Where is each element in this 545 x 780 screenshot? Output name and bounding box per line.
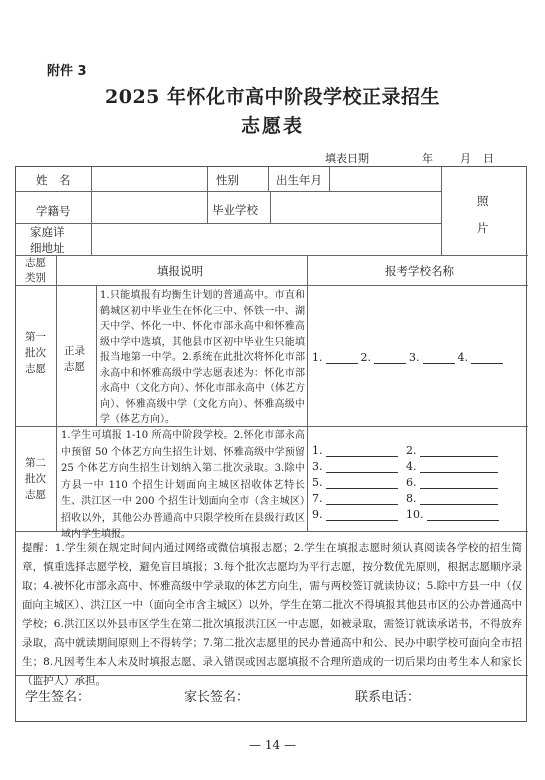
- photo-label: 片: [477, 221, 489, 235]
- batch2-label-line: 志愿: [25, 489, 46, 501]
- fill-date-day: 日: [483, 152, 494, 165]
- batch2-slot-row: [312, 476, 401, 489]
- application-form: [15, 166, 527, 722]
- batch2-slot-row: [312, 492, 401, 505]
- batch1-sublabel: [64, 343, 85, 375]
- slot-blank[interactable]: [326, 362, 358, 364]
- gender-label: 性别: [216, 173, 239, 187]
- slot-label: 7.: [312, 492, 323, 505]
- rule: [207, 167, 208, 223]
- batch1-instructions: 1.只能填报有均衡生计划的普通高中。市直和鹤城区初中毕业生在怀化三中、怀铁一中、湖天中学、怀化一中、怀化市部永高中和怀雅高级中学中选填，其他县市区初中毕业生只能填报当地第一中学。2.系统在此批次将怀化市部永高中和怀雅高级中学志愿表述为：怀化市部永高中（文化方向）、怀化市部永高中（体艺方向）、怀雅高级中学（文化方向）、怀雅高级中学（体艺方向）。: [100, 290, 305, 425]
- batch1-sublabel-line: 志愿: [64, 361, 85, 373]
- fill-date-year: 年: [422, 152, 433, 165]
- fill-date-label: 填表日期: [325, 152, 369, 165]
- slot-label: 1.: [312, 444, 323, 457]
- instructions-header: 填报说明: [157, 264, 203, 278]
- rule: [329, 167, 330, 191]
- birth-label: 出生年月: [276, 173, 322, 187]
- batch1-label-line: 第一: [25, 331, 46, 343]
- type-header: 类别: [25, 272, 46, 284]
- annex-label: 附件 3: [47, 64, 87, 79]
- fill-date-month: 月: [460, 152, 471, 165]
- slot-blank[interactable]: [420, 503, 498, 505]
- rule: [16, 285, 528, 286]
- slot-blank[interactable]: [326, 503, 398, 505]
- slot-label: 4.: [457, 351, 468, 364]
- page-title: 2025 年怀化市高中阶段学校正录招生: [105, 86, 440, 108]
- address-label: 细地址: [30, 241, 65, 255]
- batch2-slot-row: [312, 508, 401, 521]
- school-label: 毕业学校: [212, 203, 258, 217]
- rule: [16, 255, 528, 256]
- batch2-slot-row: [406, 508, 502, 521]
- slot-label: 2.: [360, 351, 371, 364]
- student-id-label: 学籍号: [36, 204, 71, 218]
- batch2-label-line: 批次: [25, 473, 46, 485]
- rule: [16, 223, 441, 224]
- batch1-sublabel-line: 正录: [64, 345, 85, 357]
- photo-label: 照: [477, 194, 489, 208]
- rule: [16, 191, 441, 192]
- slot-blank[interactable]: [420, 471, 498, 473]
- parent-signature-label: 家长签名：: [184, 690, 250, 705]
- slot-blank[interactable]: [374, 362, 406, 364]
- slot-blank[interactable]: [326, 487, 398, 489]
- batch2-label: [25, 455, 46, 503]
- reminder-notes: 提醒：1.学生须在规定时间内通过网络或微信填报志愿；2.学生在填报志愿时须认真阅读各学校的招生简章，慎重选择志愿学校，避免盲目填报；3.每个批次志愿均为平行志愿，按分数优先原则，根据志愿顺序录取；4.被怀化市部永高中、怀雅高级中学录取的体艺方向生，需与两校签订就读协议；5.除中方县一中（仅面向主城区）、洪江区一中（面向全市含主城区）以外，学生在第二批次不得填报其他县市区的公办普通高中学校；6.洪江区以外县市区学生在第二批次填报洪江区一中志愿，如被录取，需签订就读承诺书，不得放弃录取，高中就读期间原则上不得转学；7.第二批次志愿里的民办普通高中和公、民办中职学校可面向全市招生；8.凡因考生本人未及时填报志愿、录入错误或因志愿填报不合理所造成的一切后果均由考生本人和家长（监护人）承担。: [22, 542, 522, 687]
- slot-label: 2.: [406, 444, 417, 457]
- batch2-slot-row: [406, 460, 501, 473]
- batch2-slot-row: [312, 444, 401, 457]
- phone-label: 联系电话：: [355, 690, 421, 705]
- slot-blank[interactable]: [471, 362, 503, 364]
- rule: [96, 285, 97, 426]
- batch2-slot-row: [312, 460, 401, 473]
- page-subtitle: 志愿表: [240, 115, 304, 137]
- slot-label: 5.: [312, 476, 323, 489]
- slot-blank[interactable]: [326, 519, 398, 521]
- batch1-label-line: 志愿: [25, 363, 46, 375]
- batch1-slots: [312, 351, 506, 364]
- page-number: — 14 —: [249, 738, 296, 752]
- batch2-slot-row: [406, 476, 501, 489]
- slot-label: 1.: [312, 351, 323, 364]
- rule: [91, 167, 92, 255]
- slot-blank[interactable]: [420, 455, 498, 457]
- type-header: 志愿: [25, 257, 46, 269]
- batch2-slot-row: [406, 492, 501, 505]
- slot-label: 3.: [312, 460, 323, 473]
- rule: [268, 167, 269, 191]
- slot-label: 8.: [406, 492, 417, 505]
- slot-blank[interactable]: [326, 455, 398, 457]
- slot-label: 3.: [409, 351, 420, 364]
- batch2-instructions: 1.学生可填报 1-10 所高中阶段学校。2.怀化市部永高中预留 50 个体艺方向生招生计划、怀雅高级中学预留 25 个体艺方向生招生计划纳入第二批次录取。3.除中方县一中 110 个招生计划面向主城区招收体艺特长生、洪江区一中 200 个招生计划面向全市（含主城区）招收以外，其他公办普通高中只限学校所在县级行政区域内学生填报。: [61, 430, 305, 540]
- batch1-label-line: 批次: [25, 347, 46, 359]
- rule: [270, 191, 271, 223]
- slot-label: 6.: [406, 476, 417, 489]
- rule: [307, 255, 308, 531]
- rule: [56, 255, 57, 531]
- name-label: 姓 名: [36, 173, 71, 187]
- rule: [441, 167, 442, 255]
- slot-blank[interactable]: [427, 519, 499, 521]
- slot-blank[interactable]: [420, 487, 498, 489]
- slot-label: 10.: [406, 508, 424, 521]
- batch2-slot-row: [406, 444, 501, 457]
- batch1-label: [25, 329, 46, 377]
- slot-label: 4.: [406, 460, 417, 473]
- slot-blank[interactable]: [326, 471, 398, 473]
- schools-header: 报考学校名称: [385, 264, 454, 278]
- batch2-label-line: 第二: [25, 457, 46, 469]
- slot-blank[interactable]: [423, 362, 455, 364]
- slot-label: 9.: [312, 508, 323, 521]
- student-signature-label: 学生签名：: [25, 690, 91, 705]
- address-label: 家庭详: [30, 225, 65, 239]
